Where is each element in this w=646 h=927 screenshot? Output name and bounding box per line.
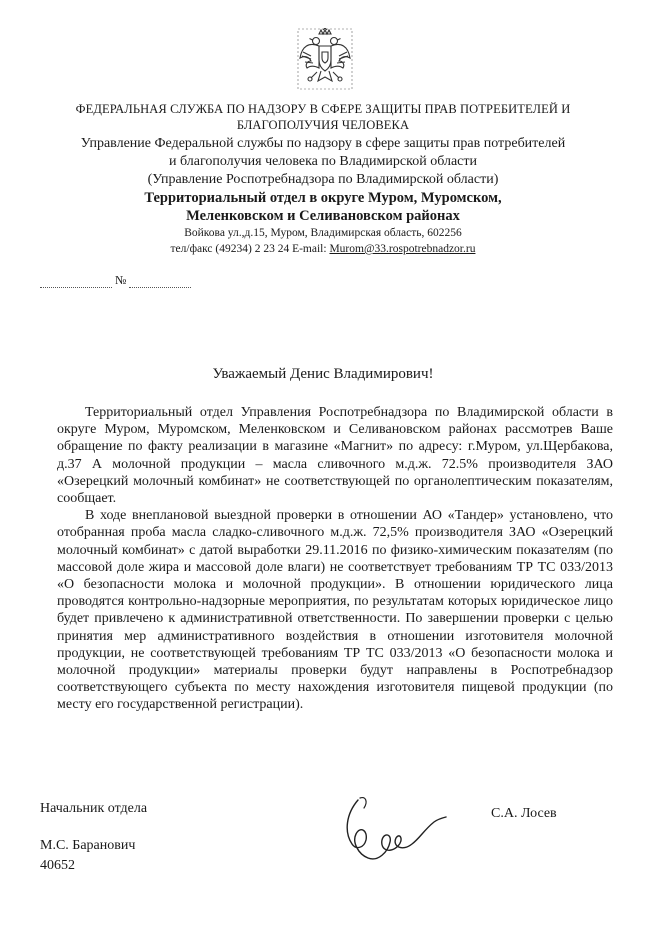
- letter-body: [57, 404, 613, 714]
- date-blank: [40, 272, 112, 288]
- number-blank: [129, 272, 191, 288]
- handwritten-signature: [338, 792, 450, 864]
- greeting: Уважаемый Денис Владимирович!: [212, 366, 434, 382]
- paragraph-1: Территориальный отдел Управления Роспотребнадзора по Владимирской области в округе Муром, Муромском, Меленковском и Селивановском районах рассмотрев Ваше обращение по факту реализации в магазине «Магнит» по адресу: г.Муром, ул.Щербакова, д.37 А молочной продукции – масла сливочного м.д.ж. 72.5% производителя ЗАО «Озерецкий молочный комбинат» не соответствующей по органолептическим показателям, сообщает.: [57, 405, 613, 507]
- office-line2: Меленковском и Селивановском районах: [186, 208, 460, 224]
- coat-of-arms-icon: [297, 28, 353, 90]
- department-line2: и благополучия человека по Владимирской области: [168, 154, 477, 169]
- executor-name: М.С. Баранович: [40, 838, 136, 853]
- reference-line: [40, 272, 191, 288]
- signer-position: Начальник отдела: [40, 801, 148, 816]
- contact-line: [0, 243, 646, 255]
- department-line3: (Управление Роспотребнадзора по Владимирской области): [147, 172, 499, 187]
- office-line1: Территориальный отдел в округе Муром, Муромском,: [144, 190, 502, 206]
- office-address: Войкова ул.,д.15, Муром, Владимирская область, 602256: [184, 227, 462, 239]
- executor-phone: 40652: [40, 858, 75, 873]
- number-sign: №: [115, 273, 127, 287]
- department-line1: Управление Федеральной службы по надзору в сфере защиты прав потребителей: [80, 136, 566, 151]
- phone-fax: тел/факс (49234) 2 23 24 E-mail:: [170, 243, 330, 255]
- signer-name: С.А. Лосев: [491, 806, 557, 821]
- agency-name-line1: ФЕДЕРАЛЬНАЯ СЛУЖБА ПО НАДЗОРУ В СФЕРЕ ЗАЩИТЫ ПРАВ ПОТРЕБИТЕЛЕЙ И: [75, 102, 571, 116]
- agency-name-line2: БЛАГОПОЛУЧИЯ ЧЕЛОВЕКА: [236, 118, 410, 132]
- paragraph-2: В ходе внеплановой выездной проверки в отношении АО «Тандер» установлено, что отобранная проба масла сладко-сливочного м.д.ж. 72,5% производителя ЗАО «Озерецкий молочный комбинат» с датой выработки 29.11.2016 по физико-химическим показателям (по массовой доле жира и массовой доле влаги) не соответствует требованиям ТР ТС 033/2013 «О безопасности молока и молочной продукции». В отношении юридического лица проводятся контрольно-надзорные мероприятия, по результатам которых юридическое лицо будет привлечено к административной ответственности. По завершении проверки с целью принятия мер административного воздействия в отношении изготовителя молочной продукции, не соответствующей требованиям ТР ТС 033/2013 «О безопасности молока и молочной продукции» материалы проверки будут направлены в Роспотребнадзор соответствующего субъекта по месту нахождения изготовителя пищевой продукции (по месту его государственной регистрации).: [57, 508, 613, 713]
- email-link[interactable]: Murom@33.rospotrebnadzor.ru: [329, 243, 476, 255]
